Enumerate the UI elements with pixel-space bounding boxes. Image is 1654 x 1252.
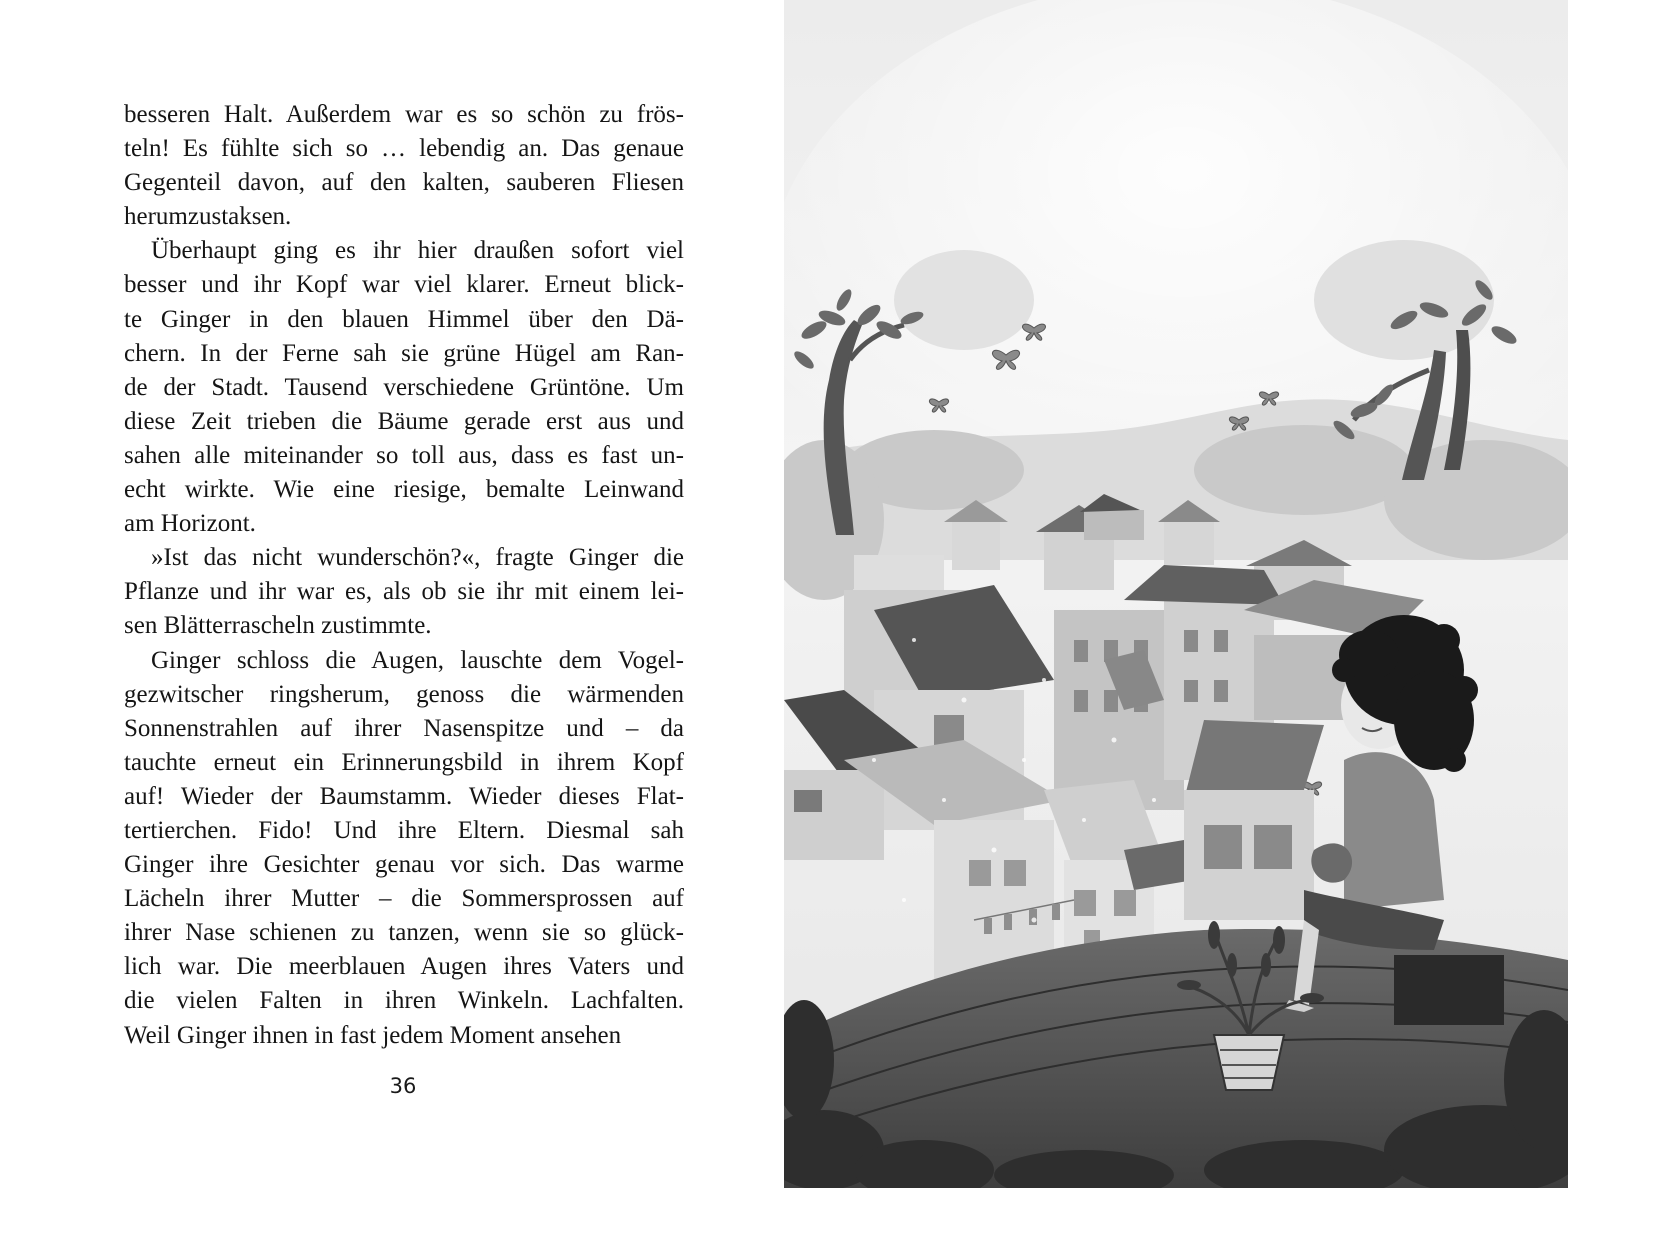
- text-line: Ginger schloss die Augen, lauschte dem Vogel-: [151, 646, 684, 674]
- text-line: gezwitscher ringsherum, genoss die wärmenden: [124, 680, 684, 708]
- text-line: teln! Es fühlte sich so … lebendig an. Das genaue: [124, 135, 684, 163]
- paragraph: [124, 541, 684, 643]
- text-line: ihrer Nase schienen zu tanzen, wenn sie so glück-: [124, 919, 684, 947]
- text-line: te Ginger in den blauen Himmel über den Dä-: [124, 305, 684, 333]
- text-page: [0, 0, 784, 1188]
- paragraph: [124, 98, 684, 234]
- text-line: sen Blätterrascheln zustimmte.: [124, 612, 432, 640]
- text-line: am Horizont.: [124, 510, 256, 538]
- text-line: Pflanze und ihr war es, als ob sie ihr mit einem lei-: [124, 578, 684, 606]
- illustration-rooftop-girl: [784, 0, 1568, 1188]
- body-text: [124, 98, 684, 1053]
- text-line: auf! Wieder der Baumstamm. Wieder dieses Flat-: [124, 782, 684, 810]
- paragraph: [124, 644, 684, 1053]
- text-line: tertierchen. Fido! Und ihre Eltern. Diesmal sah: [124, 816, 684, 844]
- text-line: lich war. Die meerblauen Augen ihres Vaters und: [124, 953, 684, 981]
- text-line: tauchte erneut ein Erinnerungsbild in ihrem Kopf: [124, 748, 684, 776]
- text-line: Lächeln ihrer Mutter – die Sommersprossen auf: [124, 885, 684, 913]
- page-number: 36: [389, 1074, 417, 1098]
- text-line: diese Zeit trieben die Bäume gerade erst aus und: [124, 407, 684, 435]
- text-line: die vielen Falten in ihren Winkeln. Lachfalten.: [124, 987, 684, 1015]
- text-line: de der Stadt. Tausend verschiedene Grüntöne. Um: [124, 373, 684, 401]
- text-line: echt wirkte. Wie eine riesige, bemalte Leinwand: [124, 476, 684, 504]
- text-line: Sonnenstrahlen auf ihrer Nasenspitze und – da: [124, 714, 684, 742]
- illustration-canvas: [784, 0, 1568, 1188]
- text-line: Weil Ginger ihnen in fast jedem Moment ansehen: [124, 1021, 622, 1049]
- paragraph: [124, 234, 684, 541]
- text-line: »Ist das nicht wunderschön?«, fragte Ginger die: [151, 544, 684, 572]
- text-line: Gegenteil davon, auf den kalten, sauberen Fliesen: [124, 169, 684, 197]
- chimney: [1394, 955, 1504, 1025]
- text-line: Überhaupt ging es ihr hier draußen sofort viel: [151, 237, 684, 265]
- text-line: sahen alle miteinander so toll aus, dass es fast un-: [124, 441, 684, 469]
- text-line: herumzustaksen.: [124, 203, 292, 231]
- text-line: chern. In der Ferne sah sie grüne Hügel am Ran-: [124, 339, 684, 367]
- text-line: besser und ihr Kopf war viel klarer. Erneut blick-: [124, 271, 684, 299]
- text-line: besseren Halt. Außerdem war es so schön zu frös-: [124, 101, 684, 128]
- text-line: Ginger ihre Gesichter genau vor sich. Das warme: [124, 851, 684, 879]
